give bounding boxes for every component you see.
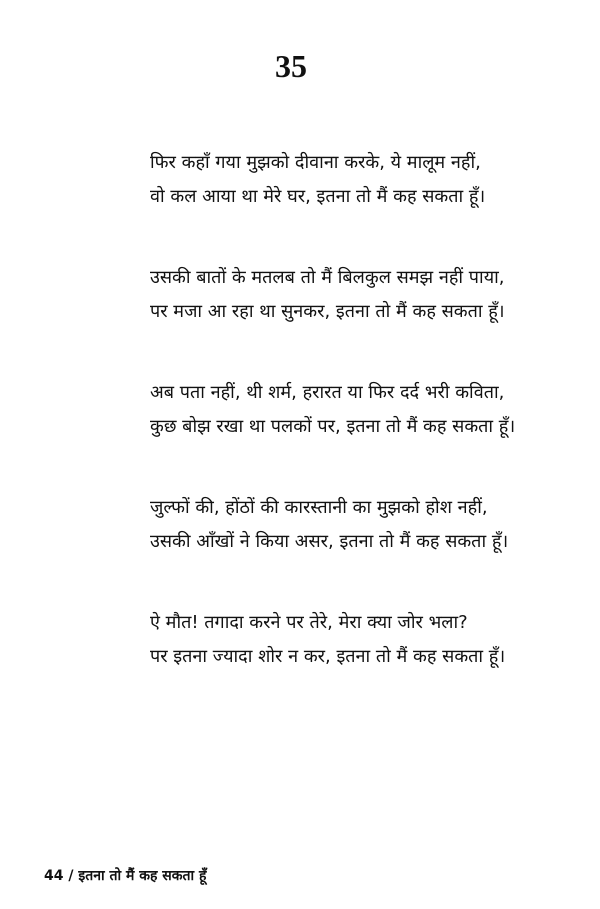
poem-line: वो कल आया था मेरे घर, इतना तो मैं कह सकता हूँ। <box>150 186 486 207</box>
stanza <box>150 376 590 444</box>
poem-line: ऐ मौत! तगादा करने पर तेरे, मेरा क्या जोर भला? <box>150 612 468 633</box>
poem-line: पर इतना ज्यादा शोर न कर, इतना तो मैं कह सकता हूँ। <box>150 646 506 667</box>
stanza <box>150 146 590 214</box>
poem-line: जुल्फों की, होंठों की कारस्तानी का मुझको होश नहीं, <box>150 497 488 518</box>
stanza <box>150 606 590 674</box>
page-footer: 44 / इतना तो मैं कह सकता हूँ <box>44 868 207 884</box>
stanza <box>150 261 590 329</box>
stanza <box>150 491 590 559</box>
poem-body <box>150 146 590 721</box>
poem-number: 35 <box>275 48 307 84</box>
poem-line: फिर कहाँ गया मुझको दीवाना करके, ये मालूम नहीं, <box>150 152 481 173</box>
poem-line: उसकी आँखों ने किया असर, इतना तो मैं कह सकता हूँ। <box>150 531 509 552</box>
poem-line: पर मजा आ रहा था सुनकर, इतना तो मैं कह सकता हूँ। <box>150 301 505 322</box>
poem-line: अब पता नहीं, थी शर्म, हरारत या फिर दर्द भरी कविता, <box>150 382 505 403</box>
poem-line: कुछ बोझ रखा था पलकों पर, इतना तो मैं कह सकता हूँ। <box>150 416 516 437</box>
poem-line: उसकी बातों के मतलब तो मैं बिलकुल समझ नहीं पाया, <box>150 267 505 288</box>
